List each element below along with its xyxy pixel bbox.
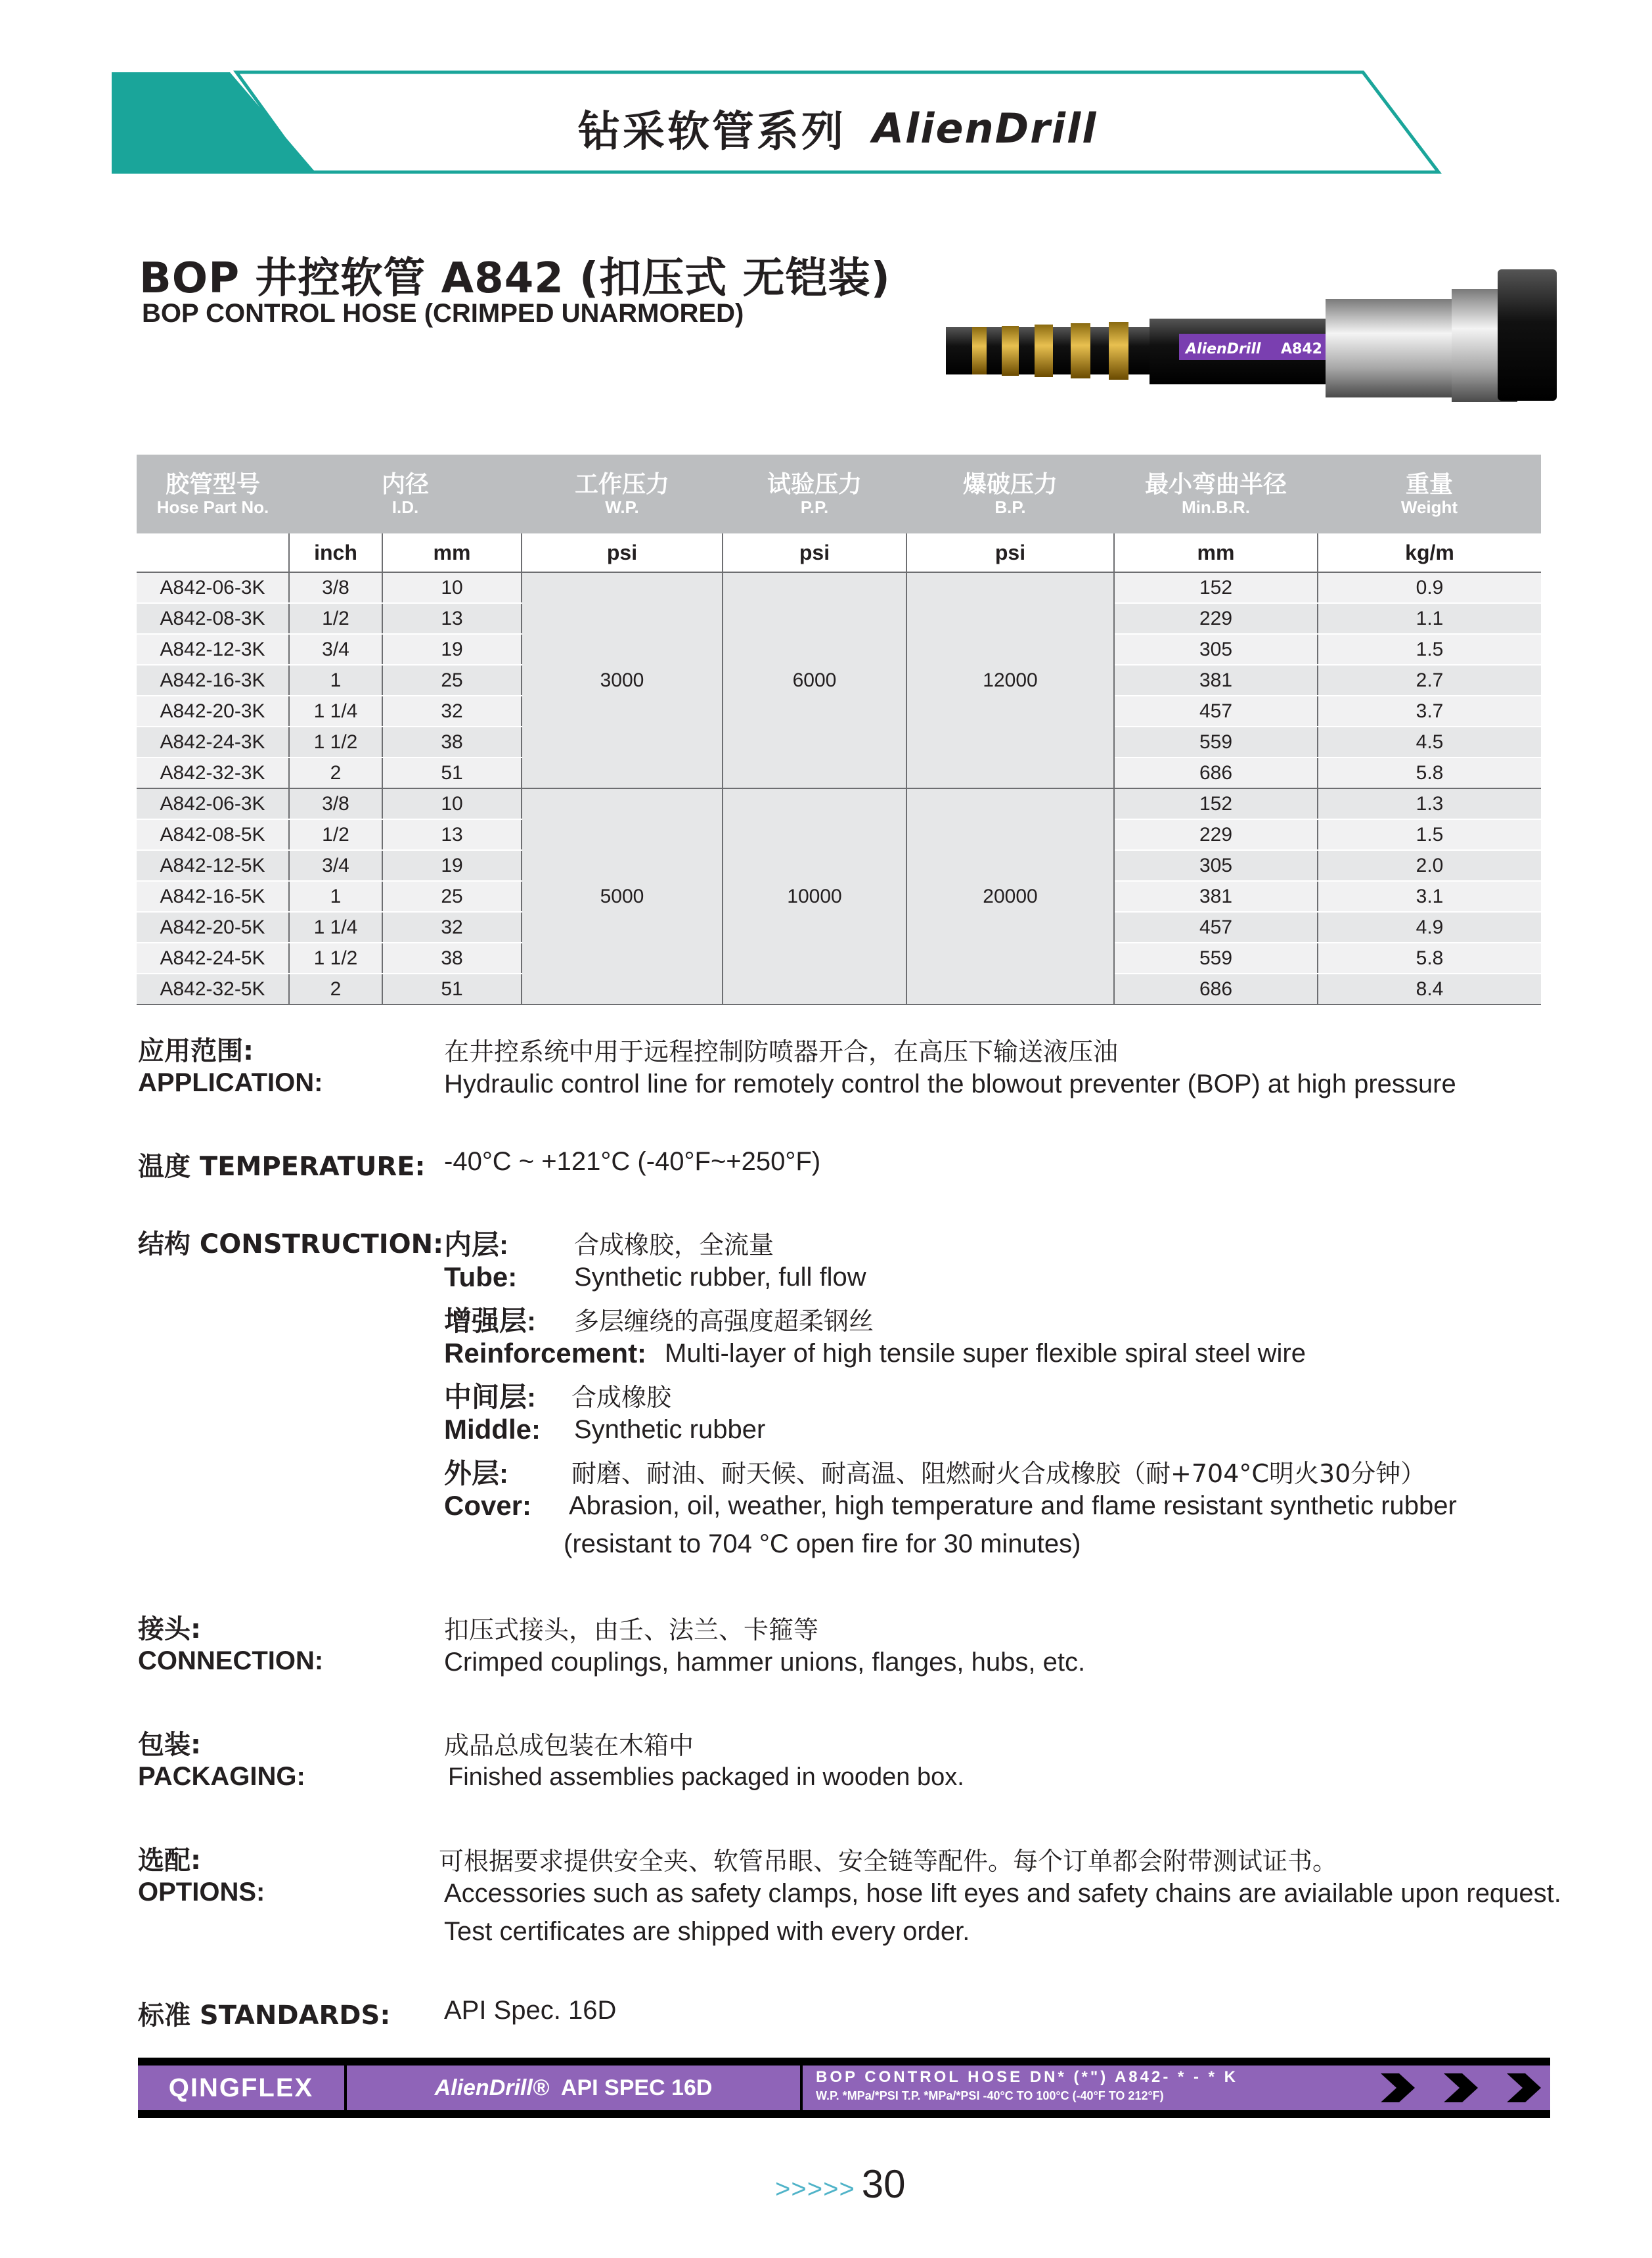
connection-text-cn: 扣压式接头，由壬、法兰、卡箍等 (444, 1615, 819, 1644)
cell-mbr: 229 (1114, 819, 1318, 850)
cell-weight: 2.7 (1318, 665, 1541, 696)
options-label-cn: 选配: (138, 1845, 201, 1876)
cell-mbr: 305 (1114, 850, 1318, 881)
cell-id-mm: 38 (382, 727, 522, 757)
unit-cell: psi (906, 533, 1114, 572)
standards-label: 标准 STANDARDS: (138, 2000, 391, 2031)
hose-product-image (933, 250, 1563, 407)
cell-id-mm: 25 (382, 881, 522, 912)
table-header-row (137, 455, 1541, 533)
strip-aliendrill-logo: AlienDrill® (434, 2075, 549, 2100)
strip-brand-spec (347, 2066, 800, 2110)
reinforcement-text-en: Multi-layer of high tensile super flexible spiral steel wire (665, 1339, 1306, 1368)
unit-cell: mm (382, 533, 522, 572)
cell-weight: 0.9 (1318, 572, 1541, 603)
cell-id-mm: 13 (382, 819, 522, 850)
cell-id-inch: 1 1/2 (289, 727, 382, 757)
strip-chevron-icons (1381, 2069, 1545, 2106)
packaging-text-en: Finished assemblies packaged in wooden box. (448, 1763, 964, 1791)
temperature-label: 温度 TEMPERATURE: (138, 1152, 426, 1182)
cell-weight: 2.0 (1318, 850, 1541, 881)
cell-part-no: A842-16-5K (137, 881, 289, 912)
cell-id-mm: 51 (382, 974, 522, 1005)
cell-weight: 3.7 (1318, 696, 1541, 727)
strip-line-2: W.P. *MPa/*PSI T.P. *MPa/*PSI -40°C TO 100°C (-40°F TO 212°F) (816, 2089, 1164, 2102)
cell-mbr: 457 (1114, 912, 1318, 943)
construction-label: 结构 CONSTRUCTION: (138, 1229, 444, 1259)
cell-id-inch: 1 (289, 881, 382, 912)
hose-label-model: A842 (1281, 341, 1322, 357)
reinforcement-text-cn: 多层缠绕的高强度超柔钢丝 (574, 1307, 874, 1336)
cell-part-no: A842-24-3K (137, 727, 289, 757)
reinforcement-label-en: Reinforcement: (444, 1338, 647, 1368)
cell-pp: 10000 (723, 788, 906, 1005)
cell-weight: 1.5 (1318, 819, 1541, 850)
packaging-label-cn: 包装: (138, 1730, 201, 1760)
unit-cell: inch (289, 533, 382, 572)
hose-layline-strip (138, 2058, 1550, 2118)
cell-part-no: A842-06-3K (137, 788, 289, 819)
header-title (578, 99, 1097, 158)
cell-id-mm: 10 (382, 572, 522, 603)
middle-label-en: Middle: (444, 1414, 541, 1445)
cell-mbr: 686 (1114, 757, 1318, 788)
cell-id-mm: 32 (382, 696, 522, 727)
cell-mbr: 559 (1114, 727, 1318, 757)
temperature-text: -40°C ~ +121°C (-40°F~+250°F) (444, 1147, 821, 1176)
cover-text-cn: 耐磨、耐油、耐天候、耐高温、阻燃耐火合成橡胶（耐+704°C明火30分钟） (571, 1459, 1426, 1488)
cell-id-mm: 25 (382, 665, 522, 696)
tube-text-en: Synthetic rubber, full flow (574, 1263, 866, 1292)
page-arrows: >>>>> (775, 2175, 855, 2203)
table-row (137, 572, 1541, 603)
options-text-cn: 可根据要求提供安全夹、软管吊眼、安全链等配件。每个订单都会附带测试证书。 (439, 1847, 1338, 1876)
cell-mbr: 559 (1114, 943, 1318, 974)
cell-part-no: A842-08-5K (137, 819, 289, 850)
cell-id-inch: 1 1/4 (289, 696, 382, 727)
table-units-row (137, 533, 1541, 572)
spec-table (137, 455, 1541, 1005)
table-row (137, 788, 1541, 819)
cell-part-no: A842-32-3K (137, 757, 289, 788)
strip-info (803, 2066, 1550, 2110)
cell-mbr: 305 (1114, 634, 1318, 665)
unit-cell (137, 533, 289, 572)
reinforcement-label-cn: 增强层: (444, 1305, 536, 1336)
cell-id-inch: 3/8 (289, 572, 382, 603)
cover-text-en-2: (resistant to 704 °C open fire for 30 minutes) (564, 1529, 1081, 1558)
cell-id-inch: 3/4 (289, 850, 382, 881)
connection-label-en: CONNECTION: (138, 1646, 324, 1675)
cell-part-no: A842-12-5K (137, 850, 289, 881)
cover-label-en: Cover: (444, 1490, 532, 1521)
cell-mbr: 686 (1114, 974, 1318, 1005)
cell-weight: 8.4 (1318, 974, 1541, 1005)
table-body (137, 572, 1541, 1005)
cell-part-no: A842-08-3K (137, 603, 289, 634)
cell-id-inch: 1 (289, 665, 382, 696)
cell-weight: 5.8 (1318, 757, 1541, 788)
cell-part-no: A842-16-3K (137, 665, 289, 696)
cell-weight: 3.1 (1318, 881, 1541, 912)
tube-label-cn: 内层: (444, 1229, 508, 1260)
cell-id-inch: 1 1/2 (289, 943, 382, 974)
cell-id-mm: 51 (382, 757, 522, 788)
cell-mbr: 457 (1114, 696, 1318, 727)
middle-label-cn: 中间层: (444, 1382, 536, 1412)
cell-part-no: A842-06-3K (137, 572, 289, 603)
cell-id-inch: 3/8 (289, 788, 382, 819)
cell-id-inch: 1/2 (289, 819, 382, 850)
header-brand-logo: AlienDrill (872, 104, 1098, 152)
cell-part-no: A842-12-3K (137, 634, 289, 665)
application-text-cn: 在井控系统中用于远程控制防喷器开合，在高压下输送液压油 (444, 1037, 1119, 1066)
cover-text-en: Abrasion, oil, weather, high temperature and flame resistant synthetic rubber (569, 1491, 1457, 1520)
cell-bp: 12000 (906, 572, 1114, 788)
cell-wp: 5000 (522, 788, 723, 1005)
cell-weight: 1.5 (1318, 634, 1541, 665)
col-header-wp: 工作压力 W.P. (522, 455, 723, 533)
application-label-en: APPLICATION: (138, 1068, 323, 1097)
strip-spec-text: API SPEC 16D (560, 2075, 713, 2100)
hose-label-brand: AlienDrill (1186, 341, 1261, 357)
cell-id-inch: 2 (289, 757, 382, 788)
cell-id-mm: 10 (382, 788, 522, 819)
cell-mbr: 229 (1114, 603, 1318, 634)
cover-label-cn: 外层: (444, 1458, 508, 1489)
col-header-mbr: 最小弯曲半径 Min.B.R. (1114, 455, 1318, 533)
col-header-id: 内径 I.D. (289, 455, 522, 533)
unit-cell: kg/m (1318, 533, 1541, 572)
page-number (775, 2161, 906, 2207)
connection-label-cn: 接头: (138, 1614, 201, 1644)
options-text-en-2: Test certificates are shipped with every order. (444, 1917, 970, 1946)
options-label-en: OPTIONS: (138, 1878, 265, 1907)
cell-mbr: 381 (1114, 665, 1318, 696)
cell-mbr: 152 (1114, 788, 1318, 819)
unit-cell: psi (522, 533, 723, 572)
cell-weight: 1.3 (1318, 788, 1541, 819)
col-header-bp: 爆破压力 B.P. (906, 455, 1114, 533)
cell-id-mm: 19 (382, 850, 522, 881)
middle-text-en: Synthetic rubber (574, 1415, 766, 1444)
connection-text-en: Crimped couplings, hammer unions, flanges, hubs, etc. (444, 1648, 1086, 1677)
cell-id-inch: 2 (289, 974, 382, 1005)
tube-text-cn: 合成橡胶，全流量 (574, 1231, 774, 1259)
col-header-pp: 试验压力 P.P. (723, 455, 906, 533)
cell-wp: 3000 (522, 572, 723, 788)
cell-id-mm: 19 (382, 634, 522, 665)
cell-mbr: 152 (1114, 572, 1318, 603)
middle-text-cn: 合成橡胶 (571, 1383, 672, 1412)
cell-part-no: A842-32-5K (137, 974, 289, 1005)
strip-line-1: BOP CONTROL HOSE DN* (*") A842- * - * K (816, 2068, 1239, 2086)
cell-bp: 20000 (906, 788, 1114, 1005)
cell-part-no: A842-24-5K (137, 943, 289, 974)
header-title-cn: 钻采软管系列 (578, 108, 846, 156)
strip-qingflex-logo: QINGFLEX (138, 2066, 344, 2110)
cell-id-inch: 1 1/4 (289, 912, 382, 943)
packaging-label-en: PACKAGING: (138, 1762, 305, 1791)
page-number-value: 30 (861, 2162, 906, 2206)
cell-id-inch: 3/4 (289, 634, 382, 665)
cell-id-mm: 13 (382, 603, 522, 634)
cell-part-no: A842-20-3K (137, 696, 289, 727)
cell-id-mm: 38 (382, 943, 522, 974)
standards-text: API Spec. 16D (444, 1996, 617, 2025)
cell-weight: 4.9 (1318, 912, 1541, 943)
page-subtitle: BOP CONTROL HOSE (CRIMPED UNARMORED) (142, 299, 744, 328)
page-title: BOP 井控软管 A842 (扣压式 无铠装) (139, 254, 891, 303)
cell-part-no: A842-20-5K (137, 912, 289, 943)
unit-cell: mm (1114, 533, 1318, 572)
col-header-part: 胶管型号 Hose Part No. (137, 455, 289, 533)
cell-weight: 1.1 (1318, 603, 1541, 634)
cell-weight: 4.5 (1318, 727, 1541, 757)
unit-cell: psi (723, 533, 906, 572)
cell-pp: 6000 (723, 572, 906, 788)
cell-weight: 5.8 (1318, 943, 1541, 974)
cell-mbr: 381 (1114, 881, 1318, 912)
col-header-weight: 重量 Weight (1318, 455, 1541, 533)
application-label-cn: 应用范围: (138, 1036, 254, 1066)
options-text-en-1: Accessories such as safety clamps, hose lift eyes and safety chains are aviailable upon request. (444, 1879, 1561, 1908)
tube-label-en: Tube: (444, 1261, 518, 1292)
packaging-text-cn: 成品总成包装在木箱中 (444, 1731, 694, 1760)
cell-id-mm: 32 (382, 912, 522, 943)
cell-id-inch: 1/2 (289, 603, 382, 634)
application-text-en: Hydraulic control line for remotely control the blowout preventer (BOP) at high pressure (444, 1070, 1456, 1098)
